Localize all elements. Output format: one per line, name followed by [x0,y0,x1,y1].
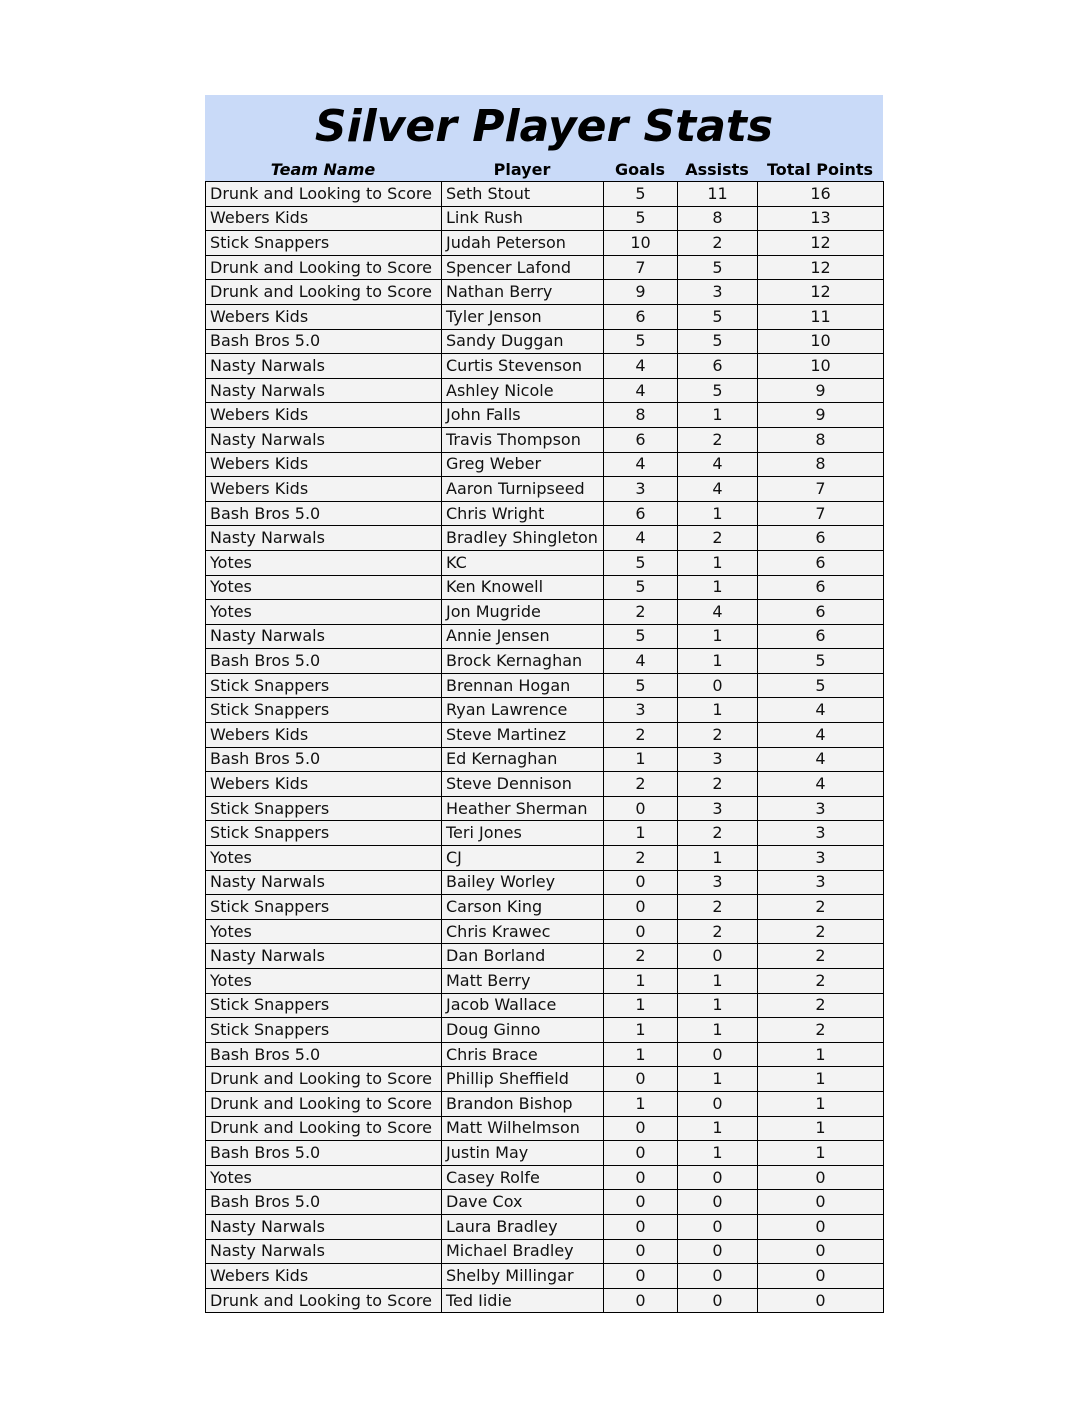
total-points-cell: 7 [758,477,884,502]
goals-cell: 0 [604,1264,678,1289]
goals-cell: 5 [604,624,678,649]
goals-cell: 0 [604,1214,678,1239]
table-row [206,255,884,280]
goals-cell: 4 [604,378,678,403]
goals-cell: 0 [604,919,678,944]
team-name-cell: Bash Bros 5.0 [206,747,442,772]
team-name-cell: Drunk and Looking to Score [206,182,442,207]
goals-cell: 8 [604,403,678,428]
team-name-cell: Stick Snappers [206,895,442,920]
goals-cell: 7 [604,255,678,280]
team-name-cell: Webers Kids [206,477,442,502]
assists-cell: 2 [678,895,758,920]
team-name-cell: Bash Bros 5.0 [206,1042,442,1067]
total-points-cell: 16 [758,182,884,207]
assists-cell: 0 [678,944,758,969]
total-points-cell: 2 [758,1018,884,1043]
team-name-cell: Bash Bros 5.0 [206,1190,442,1215]
goals-cell: 5 [604,182,678,207]
goals-cell: 1 [604,747,678,772]
player-cell: Ted Iidie [442,1288,604,1313]
assists-cell: 2 [678,427,758,452]
player-cell: Ryan Lawrence [442,698,604,723]
goals-cell: 4 [604,354,678,379]
assists-cell: 0 [678,673,758,698]
assists-cell: 3 [678,280,758,305]
assists-cell: 4 [678,452,758,477]
goals-cell: 1 [604,1018,678,1043]
table-row [206,501,884,526]
assists-cell: 1 [678,550,758,575]
total-points-cell: 0 [758,1190,884,1215]
table-row [206,944,884,969]
assists-cell: 3 [678,747,758,772]
goals-cell: 5 [604,206,678,231]
assists-cell: 1 [678,993,758,1018]
player-cell: Bradley Shingleton [442,526,604,551]
team-name-cell: Nasty Narwals [206,624,442,649]
player-cell: Sandy Duggan [442,329,604,354]
player-cell: Jon Mugride [442,600,604,625]
team-name-cell: Yotes [206,600,442,625]
assists-cell: 3 [678,796,758,821]
team-name-cell: Yotes [206,846,442,871]
team-name-cell: Nasty Narwals [206,944,442,969]
total-points-cell: 3 [758,870,884,895]
team-name-cell: Drunk and Looking to Score [206,280,442,305]
assists-cell: 0 [678,1190,758,1215]
team-name-cell: Stick Snappers [206,993,442,1018]
goals-cell: 2 [604,600,678,625]
assists-cell: 8 [678,206,758,231]
table-row [206,329,884,354]
table-row [206,1067,884,1092]
table-row [206,354,884,379]
assists-cell: 0 [678,1042,758,1067]
team-name-cell: Stick Snappers [206,231,442,256]
player-cell: Casey Rolfe [442,1165,604,1190]
assists-cell: 0 [678,1288,758,1313]
goals-cell: 0 [604,1116,678,1141]
team-name-cell: Stick Snappers [206,1018,442,1043]
player-cell: Justin May [442,1141,604,1166]
total-points-cell: 10 [758,329,884,354]
table-row [206,1288,884,1313]
assists-cell: 0 [678,1214,758,1239]
table-row [206,600,884,625]
player-cell: Spencer Lafond [442,255,604,280]
column-header-total-points: Total Points [766,160,874,179]
goals-cell: 0 [604,1288,678,1313]
player-cell: Curtis Stevenson [442,354,604,379]
total-points-cell: 4 [758,747,884,772]
table-row [206,182,884,207]
player-cell: Chris Brace [442,1042,604,1067]
table-row [206,1018,884,1043]
goals-cell: 5 [604,329,678,354]
team-name-cell: Nasty Narwals [206,526,442,551]
assists-cell: 1 [678,649,758,674]
total-points-cell: 0 [758,1165,884,1190]
total-points-cell: 6 [758,624,884,649]
team-name-cell: Drunk and Looking to Score [206,1116,442,1141]
goals-cell: 2 [604,772,678,797]
player-cell: KC [442,550,604,575]
total-points-cell: 6 [758,526,884,551]
table-row [206,649,884,674]
team-name-cell: Stick Snappers [206,673,442,698]
total-points-cell: 8 [758,452,884,477]
player-cell: Chris Krawec [442,919,604,944]
total-points-cell: 0 [758,1288,884,1313]
column-headers [205,159,883,181]
player-cell: Link Rush [442,206,604,231]
player-cell: Ken Knowell [442,575,604,600]
table-row [206,1091,884,1116]
total-points-cell: 1 [758,1091,884,1116]
table-row [206,280,884,305]
player-cell: Steve Martinez [442,723,604,748]
total-points-cell: 1 [758,1067,884,1092]
total-points-cell: 4 [758,723,884,748]
player-cell: John Falls [442,403,604,428]
header-block [205,95,883,181]
table-row [206,206,884,231]
team-name-cell: Nasty Narwals [206,427,442,452]
total-points-cell: 6 [758,600,884,625]
table-row [206,231,884,256]
team-name-cell: Webers Kids [206,403,442,428]
table-row [206,846,884,871]
total-points-cell: 2 [758,993,884,1018]
player-cell: Doug Ginno [442,1018,604,1043]
total-points-cell: 2 [758,895,884,920]
total-points-cell: 4 [758,698,884,723]
team-name-cell: Webers Kids [206,304,442,329]
total-points-cell: 12 [758,280,884,305]
player-cell: Ashley Nicole [442,378,604,403]
total-points-cell: 3 [758,796,884,821]
assists-cell: 2 [678,919,758,944]
team-name-cell: Yotes [206,1165,442,1190]
table-row [206,698,884,723]
team-name-cell: Drunk and Looking to Score [206,1067,442,1092]
assists-cell: 2 [678,526,758,551]
assists-cell: 11 [678,182,758,207]
player-cell: Michael Bradley [442,1239,604,1264]
team-name-cell: Webers Kids [206,206,442,231]
goals-cell: 3 [604,477,678,502]
player-cell: Greg Weber [442,452,604,477]
total-points-cell: 9 [758,403,884,428]
player-cell: Shelby Millingar [442,1264,604,1289]
table-row [206,575,884,600]
goals-cell: 1 [604,993,678,1018]
assists-cell: 5 [678,255,758,280]
total-points-cell: 9 [758,378,884,403]
team-name-cell: Stick Snappers [206,796,442,821]
goals-cell: 5 [604,575,678,600]
team-name-cell: Yotes [206,969,442,994]
player-cell: Seth Stout [442,182,604,207]
team-name-cell: Yotes [206,575,442,600]
goals-cell: 0 [604,895,678,920]
assists-cell: 2 [678,723,758,748]
player-cell: Brandon Bishop [442,1091,604,1116]
column-header-assists: Assists [685,160,749,179]
player-cell: Tyler Jenson [442,304,604,329]
total-points-cell: 5 [758,649,884,674]
assists-cell: 1 [678,1067,758,1092]
player-cell: Jacob Wallace [442,993,604,1018]
team-name-cell: Yotes [206,919,442,944]
table-row [206,673,884,698]
team-name-cell: Nasty Narwals [206,378,442,403]
total-points-cell: 5 [758,673,884,698]
player-cell: Aaron Turnipseed [442,477,604,502]
team-name-cell: Nasty Narwals [206,870,442,895]
total-points-cell: 4 [758,772,884,797]
page-title: Silver Player Stats [314,101,774,152]
player-cell: Brennan Hogan [442,673,604,698]
assists-cell: 1 [678,575,758,600]
table-row [206,1042,884,1067]
player-cell: Phillip Sheffield [442,1067,604,1092]
player-cell: Judah Peterson [442,231,604,256]
assists-cell: 0 [678,1239,758,1264]
stats-sheet [205,95,883,1313]
goals-cell: 4 [604,649,678,674]
assists-cell: 0 [678,1165,758,1190]
team-name-cell: Webers Kids [206,452,442,477]
player-cell: Heather Sherman [442,796,604,821]
player-cell: Teri Jones [442,821,604,846]
goals-cell: 5 [604,673,678,698]
table-row [206,723,884,748]
assists-cell: 0 [678,1091,758,1116]
goals-cell: 6 [604,501,678,526]
table-row [206,378,884,403]
team-name-cell: Bash Bros 5.0 [206,649,442,674]
player-cell: Ed Kernaghan [442,747,604,772]
goals-cell: 6 [604,304,678,329]
goals-cell: 5 [604,550,678,575]
table-row [206,796,884,821]
table-row [206,870,884,895]
table-row [206,526,884,551]
goals-cell: 3 [604,698,678,723]
total-points-cell: 0 [758,1239,884,1264]
total-points-cell: 1 [758,1116,884,1141]
goals-cell: 2 [604,846,678,871]
column-header-player: Player [493,160,551,179]
total-points-cell: 3 [758,846,884,871]
team-name-cell: Stick Snappers [206,821,442,846]
stats-table-body [206,182,884,1313]
table-row [206,477,884,502]
goals-cell: 1 [604,821,678,846]
goals-cell: 0 [604,1239,678,1264]
table-row [206,452,884,477]
player-cell: Brock Kernaghan [442,649,604,674]
team-name-cell: Nasty Narwals [206,354,442,379]
table-row [206,821,884,846]
assists-cell: 6 [678,354,758,379]
total-points-cell: 10 [758,354,884,379]
table-row [206,1214,884,1239]
assists-cell: 5 [678,329,758,354]
table-row [206,772,884,797]
total-points-cell: 12 [758,255,884,280]
goals-cell: 10 [604,231,678,256]
assists-cell: 1 [678,403,758,428]
assists-cell: 1 [678,1141,758,1166]
table-row [206,919,884,944]
total-points-cell: 8 [758,427,884,452]
table-row [206,304,884,329]
total-points-cell: 0 [758,1264,884,1289]
column-header-goals: Goals [615,160,665,179]
goals-cell: 1 [604,1042,678,1067]
goals-cell: 4 [604,526,678,551]
player-cell: Chris Wright [442,501,604,526]
goals-cell: 0 [604,796,678,821]
table-row [206,1116,884,1141]
player-cell: Dan Borland [442,944,604,969]
total-points-cell: 1 [758,1141,884,1166]
assists-cell: 4 [678,477,758,502]
total-points-cell: 6 [758,575,884,600]
table-row [206,403,884,428]
total-points-cell: 2 [758,919,884,944]
goals-cell: 2 [604,944,678,969]
player-cell: Laura Bradley [442,1214,604,1239]
assists-cell: 5 [678,378,758,403]
assists-cell: 2 [678,231,758,256]
total-points-cell: 0 [758,1214,884,1239]
goals-cell: 0 [604,1141,678,1166]
goals-cell: 0 [604,870,678,895]
goals-cell: 1 [604,1091,678,1116]
total-points-cell: 11 [758,304,884,329]
team-name-cell: Stick Snappers [206,698,442,723]
assists-cell: 1 [678,1116,758,1141]
player-cell: Matt Wilhelmson [442,1116,604,1141]
player-cell: Steve Dennison [442,772,604,797]
assists-cell: 1 [678,624,758,649]
table-row [206,747,884,772]
team-name-cell: Bash Bros 5.0 [206,329,442,354]
goals-cell: 9 [604,280,678,305]
goals-cell: 1 [604,969,678,994]
player-cell: Nathan Berry [442,280,604,305]
team-name-cell: Nasty Narwals [206,1214,442,1239]
player-cell: CJ [442,846,604,871]
goals-cell: 2 [604,723,678,748]
total-points-cell: 3 [758,821,884,846]
table-row [206,1264,884,1289]
team-name-cell: Nasty Narwals [206,1239,442,1264]
goals-cell: 0 [604,1165,678,1190]
assists-cell: 5 [678,304,758,329]
team-name-cell: Drunk and Looking to Score [206,255,442,280]
table-row [206,550,884,575]
table-row [206,427,884,452]
assists-cell: 1 [678,501,758,526]
player-cell: Travis Thompson [442,427,604,452]
table-row [206,895,884,920]
assists-cell: 2 [678,821,758,846]
total-points-cell: 1 [758,1042,884,1067]
table-row [206,1190,884,1215]
player-cell: Matt Berry [442,969,604,994]
team-name-cell: Drunk and Looking to Score [206,1091,442,1116]
goals-cell: 0 [604,1067,678,1092]
assists-cell: 0 [678,1264,758,1289]
table-row [206,1239,884,1264]
total-points-cell: 13 [758,206,884,231]
total-points-cell: 7 [758,501,884,526]
team-name-cell: Drunk and Looking to Score [206,1288,442,1313]
assists-cell: 1 [678,969,758,994]
assists-cell: 4 [678,600,758,625]
team-name-cell: Yotes [206,550,442,575]
team-name-cell: Bash Bros 5.0 [206,501,442,526]
goals-cell: 0 [604,1190,678,1215]
player-cell: Bailey Worley [442,870,604,895]
table-row [206,1141,884,1166]
team-name-cell: Bash Bros 5.0 [206,1141,442,1166]
goals-cell: 4 [604,452,678,477]
total-points-cell: 2 [758,944,884,969]
team-name-cell: Webers Kids [206,772,442,797]
stats-table [205,181,884,1313]
assists-cell: 1 [678,698,758,723]
table-row [206,1165,884,1190]
goals-cell: 6 [604,427,678,452]
total-points-cell: 2 [758,969,884,994]
assists-cell: 2 [678,772,758,797]
table-row [206,624,884,649]
assists-cell: 1 [678,846,758,871]
assists-cell: 3 [678,870,758,895]
team-name-cell: Webers Kids [206,1264,442,1289]
table-row [206,993,884,1018]
player-cell: Dave Cox [442,1190,604,1215]
total-points-cell: 12 [758,231,884,256]
team-name-cell: Webers Kids [206,723,442,748]
column-header-team-name: Team Name [270,160,376,179]
player-cell: Annie Jensen [442,624,604,649]
total-points-cell: 6 [758,550,884,575]
player-cell: Carson King [442,895,604,920]
assists-cell: 1 [678,1018,758,1043]
table-row [206,969,884,994]
